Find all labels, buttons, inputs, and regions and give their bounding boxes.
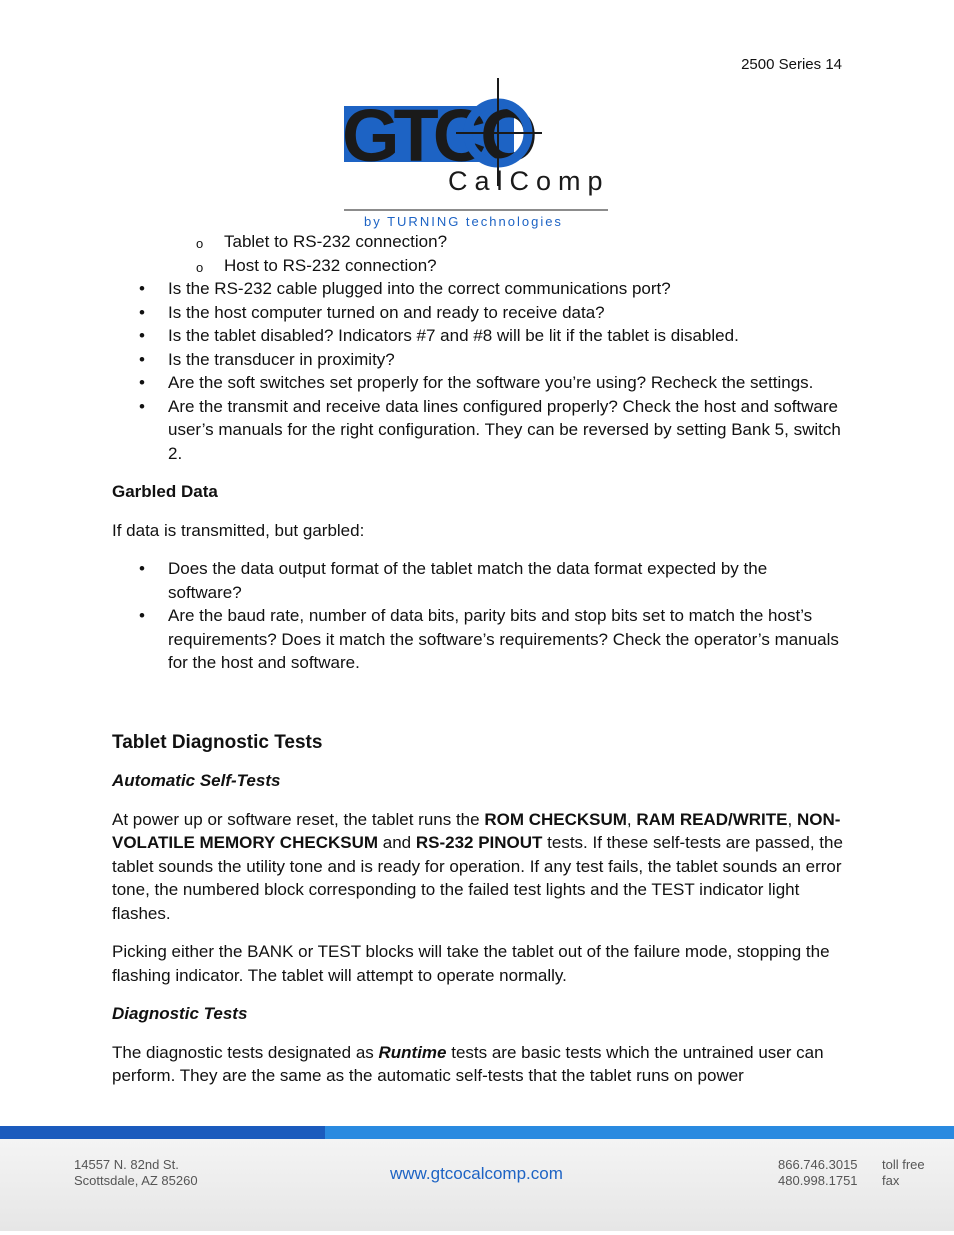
failure-mode-paragraph: Picking either the BANK or TEST blocks will take the tablet out of the failure mode, stopping the flashing indicator. The tablet will attempt to operate normally. (112, 942, 830, 985)
list-item: • Are the transmit and receive data lines configured properly? Check the host and software user’s manuals for the right configuration. They can be reversed by setting Bank 5, switch 2. (112, 395, 844, 466)
logo-gtco-text: GTCO (344, 94, 532, 177)
garbled-intro: If data is transmitted, but garbled: (112, 520, 365, 540)
list-item: o Tablet to RS-232 connection? (112, 230, 844, 254)
list-item: • Is the RS-232 cable plugged into the correct communications port? (112, 277, 844, 301)
list-item: • Are the baud rate, number of data bits, parity bits and stop bits set to match the host’s requirements? Does it match the software’s requirements? Check the operator’s manuals for the host and software. (112, 604, 844, 675)
garbled-bullet-list (112, 557, 844, 675)
tablet-diagnostic-tests-heading: Tablet Diagnostic Tests (112, 731, 323, 753)
footer-phone-numbers: 866.746.3015 480.998.1751 (778, 1157, 858, 1188)
list-item: • Does the data output format of the tablet match the data format expected by the software? (112, 557, 844, 604)
gtco-calcomp-logo (344, 78, 614, 230)
sub-bullet-list (112, 230, 844, 277)
footer-phone-labels: toll free fax (882, 1157, 925, 1188)
footer-color-bar (0, 1126, 954, 1139)
list-item: • Is the host computer turned on and ready to receive data? (112, 301, 844, 325)
troubleshooting-bullet-list (112, 277, 844, 465)
page-number-header: 2500 Series 14 (741, 56, 842, 73)
automatic-self-tests-heading: Automatic Self-Tests (112, 771, 281, 790)
footer-address: 14557 N. 82nd St. Scottsdale, AZ 85260 (74, 1157, 198, 1188)
diagnostic-tests-heading: Diagnostic Tests (112, 1004, 248, 1023)
list-item: • Is the tablet disabled? Indicators #7 and #8 will be lit if the tablet is disabled. (112, 324, 844, 348)
list-item: • Is the transducer in proximity? (112, 348, 844, 372)
list-item: o Host to RS-232 connection? (112, 254, 844, 278)
logo-tagline: by TURNING technologies (364, 214, 563, 229)
logo-calcomp-text: CalComp (448, 166, 610, 196)
diagnostic-tests-paragraph: The diagnostic tests designated as Runtime tests are basic tests which the untrained user can perform. They are the same as the automatic self-tests that the tablet runs on power (112, 1042, 824, 1085)
footer-website-link[interactable]: www.gtcocalcomp.com (390, 1164, 563, 1183)
garbled-data-heading: Garbled Data (112, 482, 218, 501)
list-item: • Are the soft switches set properly for the software you’re using? Recheck the settings. (112, 371, 844, 395)
page-body (112, 230, 844, 1088)
page-footer (0, 1139, 954, 1231)
self-tests-paragraph: At power up or software reset, the tablet runs the ROM CHECKSUM, RAM READ/WRITE, NON-VOLATILE MEMORY CHECKSUM and RS-232 PINOUT tests. If these self-tests are passed, the tablet sounds the utility tone and is ready for operation. If any test fails, the tablet sounds an error tone, the numbered block corresponding to the failed test lights and the TEST indicator light flashes. (112, 809, 843, 923)
